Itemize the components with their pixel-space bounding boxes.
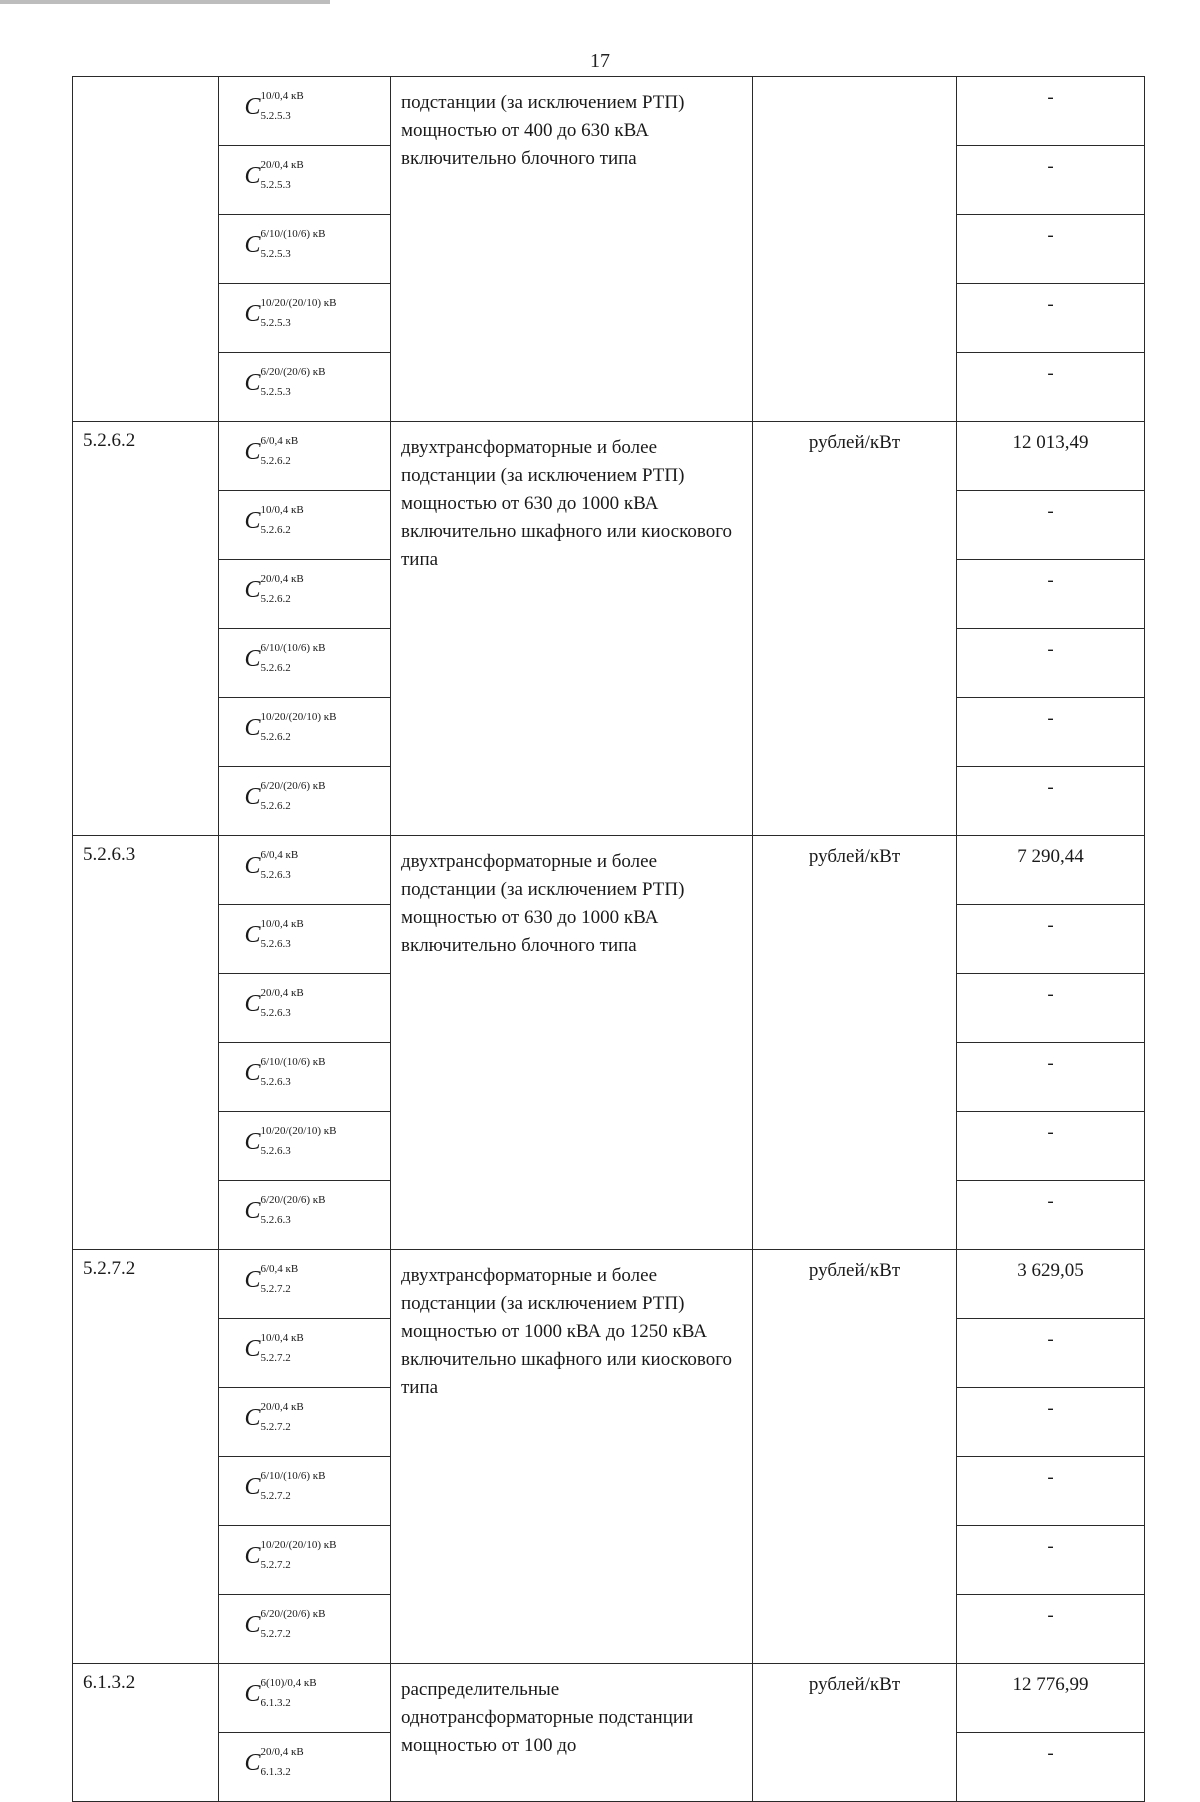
symbol-voltage: 6/0,4 кВ (260, 435, 299, 447)
tariff-value: - (957, 560, 1145, 629)
symbol-index: 5.2.7.2 (260, 1421, 291, 1433)
symbol-voltage: 6/20/(20/6) кВ (260, 366, 326, 378)
symbol-index: 5.2.5.3 (260, 110, 291, 122)
symbol-letter: C (244, 1405, 261, 1431)
symbol-voltage: 10/20/(20/10) кВ (260, 1539, 337, 1551)
symbol-letter: C (244, 1336, 261, 1362)
tariff-value: - (957, 1457, 1145, 1526)
symbol-voltage: 6/0,4 кВ (260, 1263, 299, 1275)
symbol-letter: C (244, 715, 261, 741)
symbol-index: 5.2.6.3 (260, 1145, 291, 1157)
symbol-index: 5.2.6.2 (260, 593, 291, 605)
symbol-formula (244, 228, 365, 266)
tariff-symbol (219, 1112, 391, 1181)
symbol-index: 5.2.5.3 (260, 317, 291, 329)
symbol-index: 5.2.7.2 (260, 1559, 291, 1571)
symbol-index: 5.2.7.2 (260, 1628, 291, 1640)
symbol-voltage: 6/20/(20/6) кВ (260, 1194, 326, 1206)
table-row (73, 422, 1145, 491)
symbol-index: 5.2.6.3 (260, 869, 291, 881)
tariff-value: - (957, 698, 1145, 767)
symbol-formula (244, 573, 365, 611)
symbol-index: 5.2.5.3 (260, 248, 291, 260)
symbol-letter: C (244, 1060, 261, 1086)
item-code (73, 77, 219, 422)
symbol-letter: C (244, 163, 261, 189)
symbol-formula (244, 1332, 365, 1370)
tariff-symbol (219, 767, 391, 836)
symbol-formula (244, 1401, 365, 1439)
tariff-value: 12 776,99 (957, 1664, 1145, 1733)
symbol-index: 5.2.5.3 (260, 179, 291, 191)
symbol-formula (244, 780, 365, 818)
symbol-formula (244, 642, 365, 680)
tariff-symbol (219, 974, 391, 1043)
symbol-index: 5.2.6.2 (260, 455, 291, 467)
symbol-index: 5.2.6.3 (260, 1007, 291, 1019)
tariff-symbol (219, 353, 391, 422)
symbol-formula (244, 504, 365, 542)
symbol-letter: C (244, 439, 261, 465)
symbol-letter: C (244, 94, 261, 120)
symbol-formula (244, 1746, 365, 1784)
symbol-voltage: 6/10/(10/6) кВ (260, 1056, 326, 1068)
symbol-index: 5.2.6.3 (260, 1214, 291, 1226)
table-row (73, 77, 1145, 146)
tariff-value: - (957, 1181, 1145, 1250)
symbol-voltage: 20/0,4 кВ (260, 573, 304, 585)
symbol-index: 5.2.7.2 (260, 1490, 291, 1502)
item-unit: рублей/кВт (753, 836, 957, 1250)
symbol-formula (244, 1470, 365, 1508)
symbol-voltage: 20/0,4 кВ (260, 159, 304, 171)
symbol-formula (244, 1125, 365, 1163)
symbol-letter: C (244, 853, 261, 879)
symbol-voltage: 20/0,4 кВ (260, 1746, 304, 1758)
tariff-value: - (957, 1595, 1145, 1664)
tariff-table (72, 76, 1145, 1802)
tariff-symbol (219, 146, 391, 215)
item-description: двухтрансформаторные и более подстанции (за исключением РТП) мощностью от 630 до 1000 кВА включительно блочного типа (391, 836, 753, 1250)
tariff-symbol (219, 1181, 391, 1250)
tariff-value: - (957, 1319, 1145, 1388)
symbol-voltage: 10/0,4 кВ (260, 504, 304, 516)
symbol-letter: C (244, 784, 261, 810)
tariff-value: - (957, 767, 1145, 836)
tariff-symbol (219, 1319, 391, 1388)
symbol-index: 6.1.3.2 (260, 1697, 291, 1709)
tariff-symbol (219, 1043, 391, 1112)
symbol-letter: C (244, 508, 261, 534)
symbol-formula (244, 987, 365, 1025)
item-unit (753, 77, 957, 422)
symbol-letter: C (244, 1129, 261, 1155)
tariff-value: - (957, 215, 1145, 284)
symbol-voltage: 10/20/(20/10) кВ (260, 1125, 337, 1137)
tariff-value: - (957, 1733, 1145, 1802)
symbol-index: 5.2.6.3 (260, 938, 291, 950)
symbol-letter: C (244, 991, 261, 1017)
symbol-formula (244, 711, 365, 749)
tariff-value: - (957, 629, 1145, 698)
tariff-symbol (219, 905, 391, 974)
tariff-symbol (219, 1526, 391, 1595)
symbol-letter: C (244, 1681, 261, 1707)
symbol-index: 5.2.7.2 (260, 1283, 291, 1295)
symbol-formula (244, 1263, 365, 1301)
symbol-formula (244, 90, 365, 128)
symbol-letter: C (244, 1198, 261, 1224)
item-code: 5.2.6.2 (73, 422, 219, 836)
tariff-value: - (957, 1388, 1145, 1457)
symbol-formula (244, 1539, 365, 1577)
symbol-voltage: 10/0,4 кВ (260, 1332, 304, 1344)
symbol-formula (244, 297, 365, 335)
symbol-formula (244, 849, 365, 887)
symbol-voltage: 10/0,4 кВ (260, 918, 304, 930)
symbol-index: 5.2.5.3 (260, 386, 291, 398)
tariff-value: - (957, 284, 1145, 353)
tariff-symbol (219, 491, 391, 560)
tariff-value: - (957, 905, 1145, 974)
symbol-letter: C (244, 1750, 261, 1776)
table-row (73, 836, 1145, 905)
scan-edge-mark (0, 0, 330, 4)
symbol-formula (244, 1056, 365, 1094)
tariff-symbol (219, 1664, 391, 1733)
symbol-letter: C (244, 577, 261, 603)
page-number: 17 (590, 50, 610, 72)
symbol-formula (244, 1194, 365, 1232)
tariff-value: 12 013,49 (957, 422, 1145, 491)
symbol-index: 6.1.3.2 (260, 1766, 291, 1778)
tariff-symbol (219, 1595, 391, 1664)
item-code: 5.2.7.2 (73, 1250, 219, 1664)
tariff-symbol (219, 629, 391, 698)
item-description: двухтрансформаторные и более подстанции (за исключением РТП) мощностью от 1000 кВА до 1250 кВА включительно шкафного или киоскового типа (391, 1250, 753, 1664)
symbol-letter: C (244, 301, 261, 327)
symbol-voltage: 6/10/(10/6) кВ (260, 228, 326, 240)
tariff-symbol (219, 284, 391, 353)
tariff-value: - (957, 974, 1145, 1043)
symbol-letter: C (244, 1612, 261, 1638)
symbol-formula (244, 1677, 365, 1715)
tariff-symbol (219, 215, 391, 284)
symbol-index: 5.2.6.2 (260, 731, 291, 743)
tariff-value: - (957, 491, 1145, 560)
tariff-value: 7 290,44 (957, 836, 1145, 905)
symbol-index: 5.2.6.3 (260, 1076, 291, 1088)
symbol-index: 5.2.6.2 (260, 800, 291, 812)
tariff-value: - (957, 77, 1145, 146)
symbol-letter: C (244, 232, 261, 258)
symbol-letter: C (244, 1474, 261, 1500)
symbol-formula (244, 1608, 365, 1646)
symbol-index: 5.2.7.2 (260, 1352, 291, 1364)
tariff-symbol (219, 560, 391, 629)
tariff-symbol (219, 698, 391, 767)
tariff-value: - (957, 353, 1145, 422)
item-description: подстанции (за исключением РТП) мощностью от 400 до 630 кВА включительно блочного типа (391, 77, 753, 422)
tariff-value: 3 629,05 (957, 1250, 1145, 1319)
symbol-voltage: 10/0,4 кВ (260, 90, 304, 102)
symbol-voltage: 6/20/(20/6) кВ (260, 1608, 326, 1620)
item-description: двухтрансформаторные и более подстанции (за исключением РТП) мощностью от 630 до 1000 кВА включительно шкафного или киоскового типа (391, 422, 753, 836)
symbol-letter: C (244, 922, 261, 948)
table-row (73, 1250, 1145, 1319)
item-unit: рублей/кВт (753, 422, 957, 836)
symbol-letter: C (244, 370, 261, 396)
tariff-symbol (219, 1733, 391, 1802)
tariff-symbol (219, 422, 391, 491)
tariff-symbol (219, 77, 391, 146)
symbol-voltage: 10/20/(20/10) кВ (260, 711, 337, 723)
symbol-letter: C (244, 1543, 261, 1569)
item-unit: рублей/кВт (753, 1664, 957, 1802)
symbol-voltage: 6(10)/0,4 кВ (260, 1677, 317, 1689)
symbol-voltage: 6/10/(10/6) кВ (260, 642, 326, 654)
symbol-formula (244, 918, 365, 956)
symbol-voltage: 6/0,4 кВ (260, 849, 299, 861)
symbol-voltage: 20/0,4 кВ (260, 987, 304, 999)
symbol-letter: C (244, 1267, 261, 1293)
item-code: 5.2.6.3 (73, 836, 219, 1250)
tariff-value: - (957, 1526, 1145, 1595)
tariff-value: - (957, 1043, 1145, 1112)
item-unit: рублей/кВт (753, 1250, 957, 1664)
tariff-symbol (219, 836, 391, 905)
symbol-voltage: 6/10/(10/6) кВ (260, 1470, 326, 1482)
tariff-symbol (219, 1388, 391, 1457)
symbol-letter: C (244, 646, 261, 672)
symbol-formula (244, 366, 365, 404)
symbol-index: 5.2.6.2 (260, 524, 291, 536)
symbol-formula (244, 435, 365, 473)
tariff-value: - (957, 146, 1145, 215)
table-row (73, 1664, 1145, 1733)
symbol-index: 5.2.6.2 (260, 662, 291, 674)
symbol-voltage: 10/20/(20/10) кВ (260, 297, 337, 309)
symbol-voltage: 6/20/(20/6) кВ (260, 780, 326, 792)
item-description: распределительные однотрансформаторные подстанции мощностью от 100 до (391, 1664, 753, 1802)
symbol-voltage: 20/0,4 кВ (260, 1401, 304, 1413)
symbol-formula (244, 159, 365, 197)
item-code: 6.1.3.2 (73, 1664, 219, 1802)
tariff-symbol (219, 1250, 391, 1319)
tariff-value: - (957, 1112, 1145, 1181)
tariff-symbol (219, 1457, 391, 1526)
